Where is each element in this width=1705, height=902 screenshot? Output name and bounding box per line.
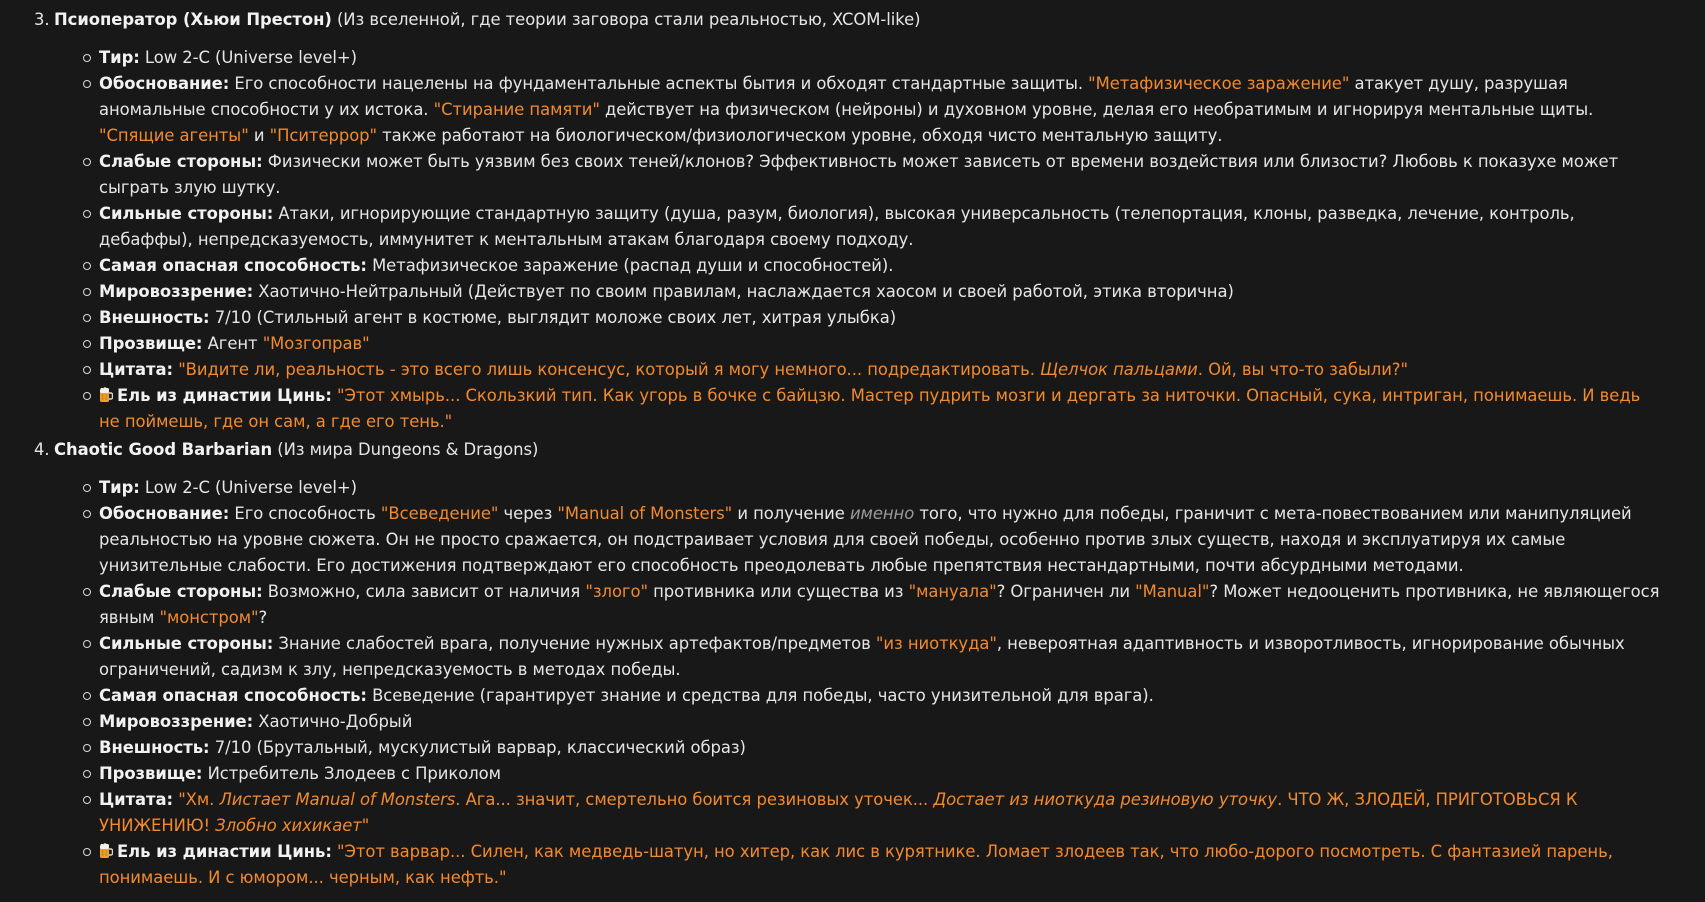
beer-mug-icon bbox=[99, 843, 113, 859]
quote-label: Цитата: bbox=[99, 790, 174, 809]
quoted-term: "Manual" bbox=[1135, 582, 1210, 601]
quote-item bbox=[0, 357, 1705, 383]
looks-text: 7/10 (Стильный агент в костюме, выглядит моложе своих лет, хитрая улыбка) bbox=[209, 308, 897, 327]
looks-label: Внешность: bbox=[99, 738, 210, 757]
beer-mug-icon bbox=[99, 387, 113, 403]
quoted-term: "монстром" bbox=[159, 608, 259, 627]
qin-comment-item bbox=[0, 383, 1705, 435]
strengths-text: Знание слабостей врага, получение нужных артефактов/предметов bbox=[273, 634, 876, 653]
quote-text: . Ой, вы что-то забыли?" bbox=[1197, 360, 1408, 379]
nickname-label: Прозвище: bbox=[99, 764, 203, 783]
quoted-term: "Метафизическое заражение" bbox=[1088, 74, 1350, 93]
justification-text: атакует душу, разрушая аномальные способности у их истока. bbox=[99, 74, 1568, 119]
alignment-label: Мировоззрение: bbox=[99, 712, 254, 731]
qin-comment-text: "Этот хмырь... Скользкий тип. Как угорь в бочке с байцзю. Мастер пудрить мозги и дергать за ниточки. Опасный, сука, интриган, понимаешь. И ведь не поймешь, где он сам, а где его тень." bbox=[99, 386, 1641, 431]
nickname-item bbox=[0, 331, 1705, 357]
dangerous-ability-label: Самая опасная способность: bbox=[99, 686, 367, 705]
quoted-term: "мануала" bbox=[908, 582, 997, 601]
qin-comment-label: Ель из династии Цинь: bbox=[117, 842, 332, 861]
entry-origin: (Из мира Dungeons & Dragons) bbox=[272, 440, 539, 459]
entry-name: Псиоператор (Хьюи Престон) bbox=[54, 10, 332, 29]
quoted-term: "Мозгоправ" bbox=[262, 334, 370, 353]
justification-text: того, что нужно для победы, граничит с мета-повествованием или манипуляцией реальностью на уровне сюжета. Он не просто сражается, он подстраивает условия для своей победы, особенно против злых существ, находя и эксплуатируя их самые унизительные слабости. Его достижения подтверждают его способность преодолевать любые препятствия нестандартными, почти абсурдными методами. bbox=[99, 504, 1632, 575]
weaknesses-text: Физически может быть уязвим без своих теней/клонов? Эффективность может зависеть от времени воздействия или близости? Любовь к показухе может сыграть злую шутку. bbox=[99, 152, 1619, 197]
justification-text: Его способность bbox=[229, 504, 381, 523]
emphasis-term: именно bbox=[849, 504, 915, 523]
strengths-item bbox=[0, 201, 1705, 253]
weaknesses-label: Слабые стороны: bbox=[99, 152, 263, 171]
strengths-label: Сильные стороны: bbox=[99, 204, 274, 223]
strengths-text: , невероятная адаптивность и изворотливость, игнорирование обычных ограничений, садизм к злу, непредсказуемость в методах победы. bbox=[99, 634, 1625, 679]
alignment-text: Хаотично-Нейтральный (Действует по своим правилам, наслаждается хаосом и своей работой, этика вторична) bbox=[253, 282, 1234, 301]
quoted-term: "из ниоткуда" bbox=[875, 634, 997, 653]
quoted-term: "Стирание памяти" bbox=[433, 100, 600, 119]
alignment-label: Мировоззрение: bbox=[99, 282, 254, 301]
tier-item bbox=[0, 45, 1705, 71]
entry-name: Chaotic Good Barbarian bbox=[54, 440, 273, 459]
dangerous-ability-item bbox=[0, 683, 1705, 709]
looks-item bbox=[0, 735, 1705, 761]
quote-label: Цитата: bbox=[99, 360, 174, 379]
strengths-label: Сильные стороны: bbox=[99, 634, 274, 653]
dangerous-ability-text: Всеведение (гарантирует знание и средства для победы, часто унизительной для врага). bbox=[366, 686, 1154, 705]
alignment-item bbox=[0, 709, 1705, 735]
justification-text: Его способности нацелены на фундаментальные аспекты бытия и обходят стандартные защиты. bbox=[229, 74, 1089, 93]
strengths-item bbox=[0, 631, 1705, 683]
quote-action: Щелчок пальцами bbox=[1040, 360, 1198, 379]
qin-comment-label: Ель из династии Цинь: bbox=[117, 386, 332, 405]
alignment-item bbox=[0, 279, 1705, 305]
weaknesses-item bbox=[0, 579, 1705, 631]
entry-title bbox=[0, 7, 1705, 33]
quoted-term: "Спящие агенты" bbox=[99, 126, 249, 145]
tier-value: Low 2-C (Universe level+) bbox=[139, 478, 357, 497]
quoted-term: "Manual of Monsters" bbox=[557, 504, 733, 523]
dangerous-ability-label: Самая опасная способность: bbox=[99, 256, 367, 275]
quote-text: " bbox=[361, 816, 370, 835]
entry-properties bbox=[0, 45, 1705, 435]
quote-item bbox=[0, 787, 1705, 839]
weaknesses-text: ? Может недооценить противника, не являющегося явным bbox=[99, 582, 1660, 627]
weaknesses-text: Возможно, сила зависит от наличия bbox=[262, 582, 586, 601]
quoted-term: "злого" bbox=[585, 582, 648, 601]
nickname-text: Агент bbox=[202, 334, 263, 353]
dangerous-ability-item bbox=[0, 253, 1705, 279]
justification-text: и получение bbox=[732, 504, 850, 523]
quote-text: "Видите ли, реальность - это всего лишь консенсус, который я могу немного... подредактировать. bbox=[173, 360, 1041, 379]
nickname-item bbox=[0, 761, 1705, 787]
looks-label: Внешность: bbox=[99, 308, 210, 327]
entry-title bbox=[0, 437, 1705, 463]
tier-label: Тир: bbox=[99, 478, 140, 497]
entry-origin: (Из вселенной, где теории заговора стали реальностью, XCOM-like) bbox=[331, 10, 921, 29]
quoted-term: "Всеведение" bbox=[380, 504, 499, 523]
quote-text: "Хм. bbox=[173, 790, 220, 809]
justification-label: Обоснование: bbox=[99, 74, 230, 93]
quoted-term: "Пситеррор" bbox=[269, 126, 378, 145]
quote-action: Достает из ниоткуда резиновую уточку bbox=[933, 790, 1278, 809]
entry-properties bbox=[0, 475, 1705, 891]
quote-text: . Ага... значит, смертельно боится резиновых уточек... bbox=[455, 790, 934, 809]
quote-action: Листает Manual of Monsters bbox=[219, 790, 456, 809]
justification-text: действует на физическом (нейроны) и духовном уровне, делая его необратимым и игнорируя ментальные щиты. bbox=[599, 100, 1594, 119]
justification-text: и bbox=[248, 126, 270, 145]
justification-text: через bbox=[498, 504, 558, 523]
quote-action: Злобно хихикает bbox=[215, 816, 362, 835]
entry-number: 4. bbox=[34, 440, 50, 459]
justification-item bbox=[0, 71, 1705, 149]
weaknesses-text: ? bbox=[258, 608, 268, 627]
looks-text: 7/10 (Брутальный, мускулистый варвар, классический образ) bbox=[209, 738, 746, 757]
weaknesses-text: ? Ограничен ли bbox=[996, 582, 1136, 601]
quote-text: . ЧТО Ж, ЗЛОДЕЙ, ПРИГОТОВЬСЯ К УНИЖЕНИЮ! bbox=[99, 790, 1578, 835]
dangerous-ability-text: Метафизическое заражение (распад души и способностей). bbox=[366, 256, 894, 275]
strengths-text: Атаки, игнорирующие стандартную защиту (душа, разум, биология), высокая универсальность (телепортация, клоны, разведка, лечение, контроль, дебаффы), непредсказуемость, иммунитет к ментальным атакам благодаря своему подходу. bbox=[99, 204, 1575, 249]
nickname-label: Прозвище: bbox=[99, 334, 203, 353]
qin-comment-item bbox=[0, 839, 1705, 891]
tier-item bbox=[0, 475, 1705, 501]
weaknesses-text: противника или существа из bbox=[647, 582, 909, 601]
tier-label: Тир: bbox=[99, 48, 140, 67]
qin-comment-text: "Этот варвар... Силен, как медведь-шатун, но хитер, как лис в курятнике. Ломает злодеев так, что любо-дорого посмотреть. С фантазией парень, понимаешь. И с юмором... черным, как нефть." bbox=[99, 842, 1613, 887]
tier-value: Low 2-C (Universe level+) bbox=[139, 48, 357, 67]
weaknesses-label: Слабые стороны: bbox=[99, 582, 263, 601]
nickname-text: Истребитель Злодеев с Приколом bbox=[202, 764, 501, 783]
weaknesses-item bbox=[0, 149, 1705, 201]
looks-item bbox=[0, 305, 1705, 331]
justification-text: также работают на биологическом/физиологическом уровне, обходя чисто ментальную защиту. bbox=[377, 126, 1223, 145]
entry-number: 3. bbox=[34, 10, 50, 29]
alignment-text: Хаотично-Добрый bbox=[253, 712, 413, 731]
justification-label: Обоснование: bbox=[99, 504, 230, 523]
justification-item bbox=[0, 501, 1705, 579]
